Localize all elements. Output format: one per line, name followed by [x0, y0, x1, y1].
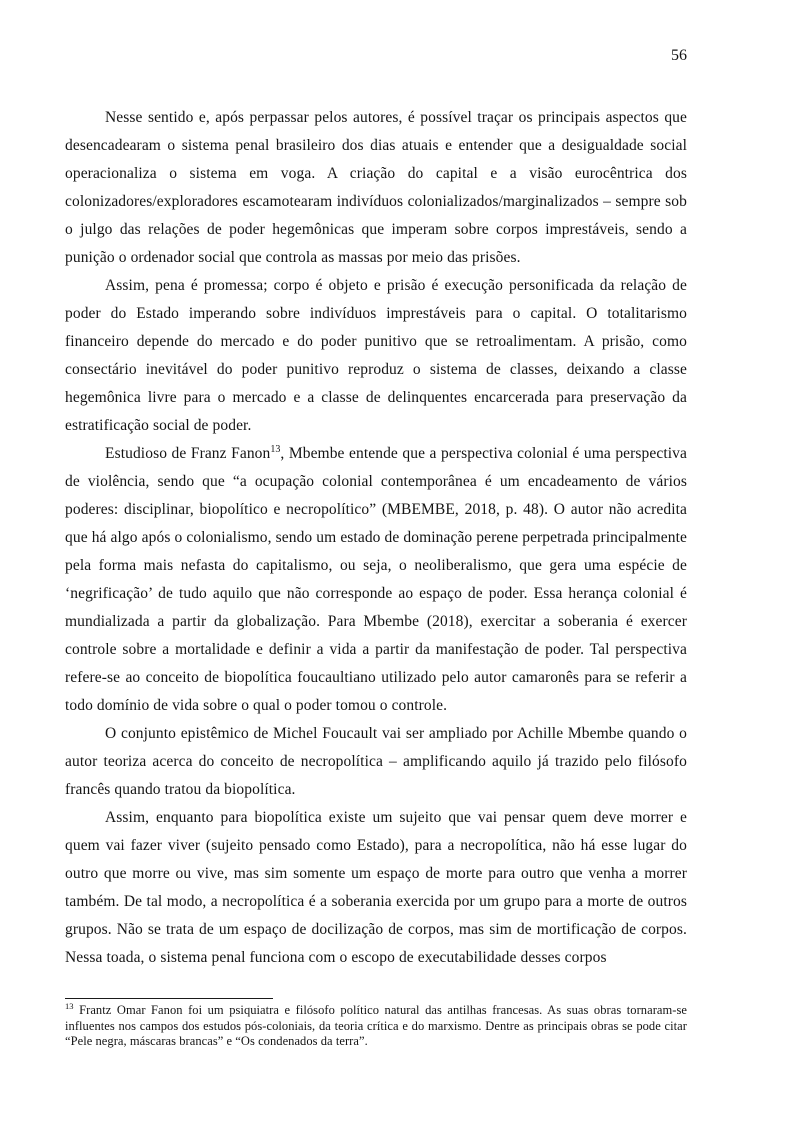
paragraph-text: Estudioso de Franz Fanon: [105, 445, 271, 462]
paragraph: Assim, enquanto para biopolítica existe um sujeito que vai pensar quem deve morrer e quem vai fazer viver (sujeito pensado como Estado), para a necropolítica, não há esse lugar do outro que morre ou vive, mas sim somente um espaço de morte para outro que venha a morrer também. De tal modo, a necropolítica é a soberania exercida por um grupo para a morte de outros grupos. Não se trata de um espaço de docilização de corpos, mas sim de mortificação de corpos. Nessa toada, o sistema penal funciona com o escopo de executabilidade desses corpos: [65, 809, 687, 966]
footnote-marker: 13: [65, 1000, 74, 1011]
footnote: [65, 1000, 687, 1050]
footnote-text: Frantz Omar Fanon foi um psiquiatra e filósofo político natural das antilhas francesas. As suas obras tornaram-se influentes nos campos dos estudos pós-coloniais, da teoria crítica e do marxismo. Dentre as principais obras se pode citar “Pele negra, máscaras brancas” e “Os condenados da terra”.: [65, 1003, 687, 1048]
footnote-separator: [65, 998, 273, 999]
footnote-reference: 13: [270, 443, 281, 455]
paragraph: [65, 440, 687, 720]
page-number: 56: [671, 47, 687, 64]
paragraph: O conjunto epistêmico de Michel Foucault vai ser ampliado por Achille Mbembe quando o autor teoriza acerca do conceito de necropolítica – amplificando aquilo já trazido pelo filósofo francês quando tratou da biopolítica.: [65, 725, 687, 798]
footnote-section: [65, 998, 687, 1050]
body-text: [65, 104, 687, 972]
paragraph: Assim, pena é promessa; corpo é objeto e prisão é execução personificada da relação de poder do Estado imperando sobre indivíduos imprestáveis para o capital. O totalitarismo financeiro depende do mercado e do poder punitivo que se retroalimentam. A prisão, como consectário inevitável do poder punitivo reproduz o sistema de classes, deixando a classe hegemônica livre para o mercado e a classe de delinquentes encarcerada para preservação da estratificação social de poder.: [65, 277, 687, 434]
paragraph-text: , Mbembe entende que a perspectiva colonial é uma perspectiva de violência, sendo que “a ocupação colonial contemporânea é um encadeamento de vários poderes: disciplinar, biopolítico e necropolítico” (MBEMBE, 2018, p. 48). O autor não acredita que há algo após o colonialismo, sendo um estado de dominação perene perpetrada principalmente pela forma mais nefasta do capitalismo, ou seja, o neoliberalismo, que gera uma espécie de ‘negrificação’ de tudo aquilo que não corresponde ao espaço de poder. Essa herança colonial é mundializada a partir da globalização. Para Mbembe (2018), exercitar a soberania é exercer controle sobre a mortalidade e definir a vida a partir da manifestação de poder. Tal perspectiva refere-se ao conceito de biopolítica foucaultiano utilizado pelo autor camaronês para se referir a todo domínio de vida sobre o qual o poder tomou o controle.: [65, 445, 688, 714]
paragraph: Nesse sentido e, após perpassar pelos autores, é possível traçar os principais aspectos que desencadearam o sistema penal brasileiro dos dias atuais e entender que a desigualdade social operacionaliza o sistema em voga. A criação do capital e a visão eurocêntrica dos colonizadores/exploradores escamotearam indivíduos colonializados/marginalizados – sempre sob o julgo das relações de poder hegemônicas que imperam sobre corpos imprestáveis, sendo a punição o ordenador social que controla as massas por meio das prisões.: [65, 109, 687, 266]
